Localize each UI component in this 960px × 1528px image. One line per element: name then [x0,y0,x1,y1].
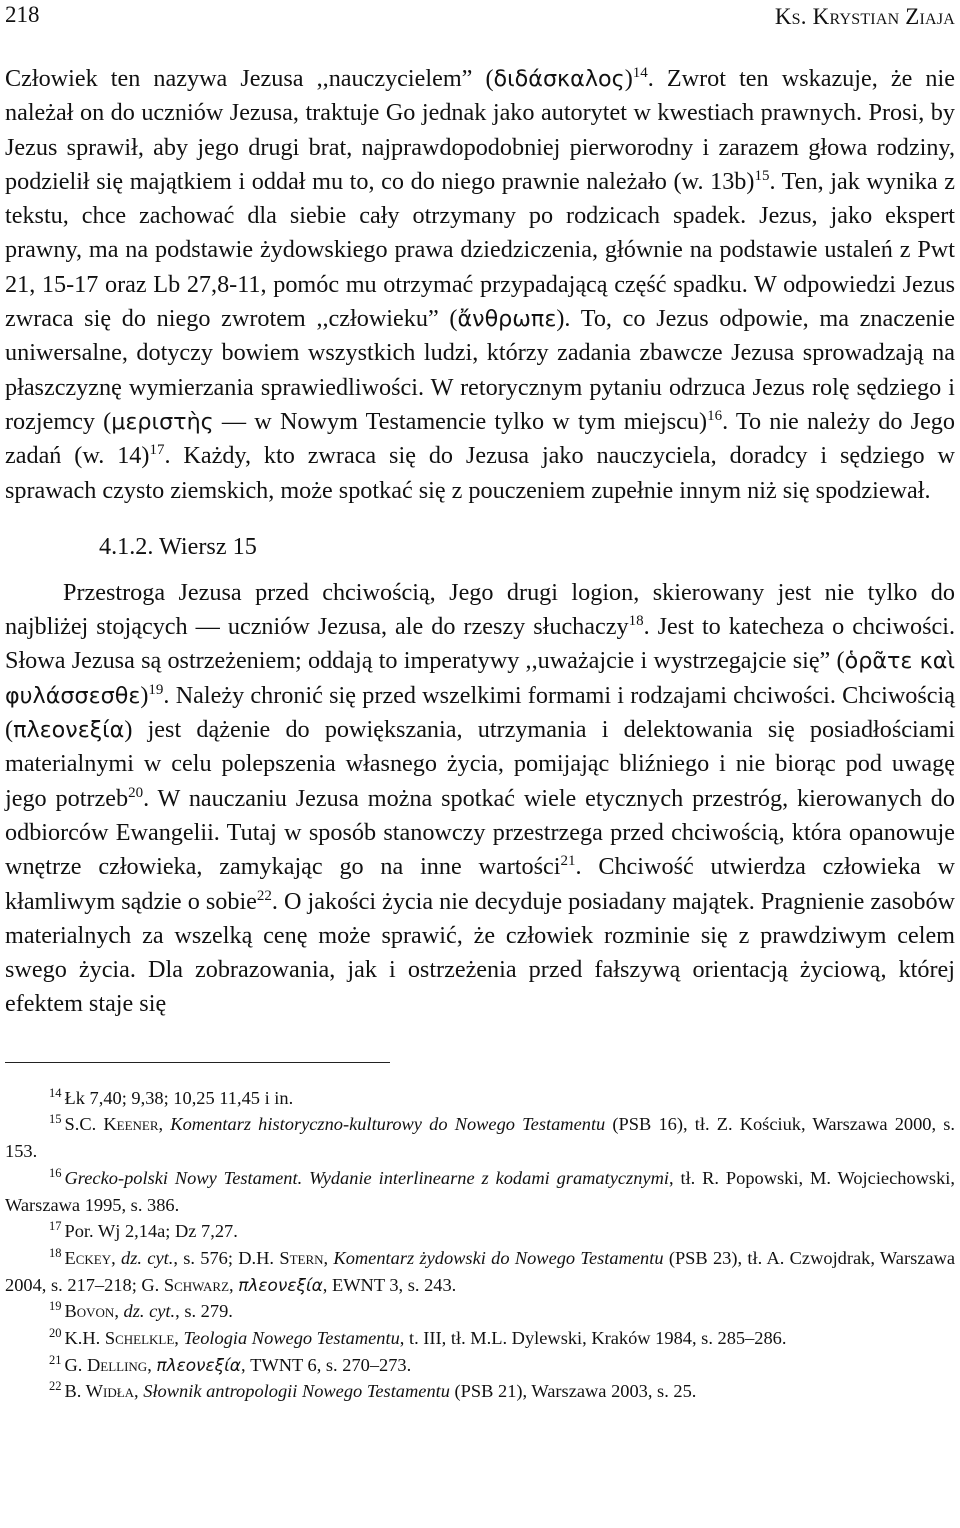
citation-author: Schwarz [163,1274,230,1295]
footnote-18 [5,1245,955,1298]
footnote-text: , [147,1354,157,1375]
footnote-number: 14 [49,1085,62,1100]
footnote-ref-20: 20 [128,784,144,801]
footnote-text: (PSB 21), Warszawa 2003, s. 25. [449,1381,697,1402]
footnote-text: , [111,1247,122,1268]
footnote-ref-14: 14 [632,65,648,81]
greek-term: πλεονεξία [13,717,125,744]
footnote-text: , [174,1328,184,1349]
text-run: . O jakości życia nie decyduje posiadany majątek. Pragnienie zasobów materialnych za wszelką cenę może sprawić, że człowiek rozminie się z prawdziwym celem swego życia. Dla zobrazowania, jak i ostrzeżenia przed fałszywą orientacją życiową, której efektem staje się [5,887,956,1018]
footnote-ref-19: 19 [148,681,164,698]
footnote-text: Por. Wj 2,14a; Dz 7,27. [64,1221,238,1242]
footnote-number: 15 [49,1112,62,1127]
citation-author: Bovon [64,1301,115,1322]
citation-abbrev: dz. cyt. [123,1301,176,1322]
text-run: ) [140,681,149,709]
footnote-text: (PSB 16), tł. Z. Kościuk, Warszawa 2000, s. 153. [5,1114,955,1162]
citation-author: K.H. Schelkle [64,1328,175,1349]
footnote-text: , [229,1274,239,1295]
footnote-ref-16: 16 [707,407,723,424]
text-run: . To nie należy do Jego zadań (w. 14) [5,407,955,470]
footnote-text: , [158,1114,171,1135]
footnote-number: 16 [49,1165,62,1180]
footnote-number: 17 [49,1219,62,1234]
footnote-text: Łk 7,40; 9,38; 10,25 11,45 i in. [64,1087,294,1108]
footnote-text: , t. III, tł. M.L. Dylewski, Kraków 1984, s. 285–286. [399,1328,787,1349]
text-run: . W nauczaniu Jezusa można spotkać wiele etycznych przestróg, kierowanych do odbiorców Ewangelii. Tutaj w sposób stanowczy przestrzega przed chciwością, która opanowuje wnętrze człowieka, zamykając go na inne wartości [5,784,955,881]
citation-abbrev: dz. cyt. [121,1247,174,1268]
footnote-17 [5,1218,955,1245]
citation-author: G. Delling [64,1354,148,1375]
footnote-21 [5,1352,955,1379]
paragraph-2 [5,576,955,1022]
citation-title: Grecko-polski Nowy Testament. Wydanie interlinearne z kodami gramatycznymi [64,1167,669,1188]
footnote-text: , [114,1301,124,1322]
footnote-20 [5,1325,955,1352]
text-run: . Ten, jak wynika z tekstu, chce zachować dla siebie cały otrzymany po rodzicach spadek. Jezus, jako ekspert prawny, ma na podstawie żydowskiego prawa dziedziczenia, głównie na podstawie ustaleń z Pwt 21, 15-17 oraz Lb 27,8-11, pomóc mu otrzymać przypadającą część spadku. W odpowiedzi Jezus zwraca się do niego zwrotem ,,człowieku” ( [5,167,955,333]
running-head-author: Ks. Krystian Ziaja [774,4,955,29]
greek-term: μεριστὴς [111,408,214,435]
greek-term: πλεονεξία [156,1354,241,1375]
citation-title: Teologia Nowego Testamentu [183,1328,400,1349]
footnote-text: , [323,1247,334,1268]
footnote-separator [5,1062,390,1063]
footnote-22 [5,1378,955,1405]
footnote-ref-17: 17 [149,442,165,459]
footnote-text: , s. 576; D.H. [173,1247,280,1268]
footnote-ref-22: 22 [256,887,272,904]
text-run: ) jest dążenie do powiększania, utrzymania i delektowania się posiadłościami materialnymi w celu polepszenia własnego życia, pomijając bliźniego i nie biorąc pod uwagę jego potrzeb [5,716,955,812]
footnote-text: , EWNT 3, s. 243. [322,1274,457,1295]
footnote-number: 20 [49,1326,62,1341]
footnote-15 [5,1111,955,1164]
section-heading: 4.1.2. Wiersz 15 [99,532,257,560]
text-run: . Jest to katecheza o chciwości. Słowa Jezusa są ostrzeżeniem; oddają to imperatywy ,,uważajcie i wystrzegajcie się” ( [5,613,955,675]
text-run: — w Nowym Testamencie tylko w tym miejscu) [213,407,708,435]
greek-term: ἄνθρωπε [457,306,557,333]
citation-author: S.C. Keener [64,1114,159,1135]
text-run: . Należy chronić się przed wszelkimi formami i rodzajami chciwości. Chciwością ( [5,681,955,744]
footnote-ref-18: 18 [628,613,644,630]
footnote-text: (PSB 23), tł. A. Czwojdrak, Warszawa 2004, s. 217–218; G. [5,1247,956,1295]
text-run: ). To, co Jezus odpowie, ma znaczenie uniwersalne, dotyczy bowiem wszystkich ludzi, którzy zadania zbawcze Jezusa sprowadzają na płaszczyznę wymierzania sprawiedliwości. W retorycznym pytaniu odrzuca Jezus rolę sędziego i rozjemcy ( [5,305,955,435]
greek-term: διδάσκαλος [493,66,625,92]
footnote-text: , tł. R. Popowski, M. Wojciechowski, Warszawa 1995, s. 386. [5,1167,955,1215]
text-run: . Chciwość utwierdza człowieka w kłamliwym sądzie o sobie [5,853,955,915]
footnotes [5,1085,955,1405]
footnote-number: 22 [49,1379,62,1394]
footnote-14 [5,1085,955,1112]
footnote-text: , TWNT 6, s. 270–273. [240,1354,412,1375]
footnote-ref-21: 21 [560,853,576,870]
running-head [5,0,955,40]
citation-title: Komentarz historyczno-kulturowy do Nowego Testamentu [170,1114,606,1135]
page-number: 218 [5,2,40,27]
text-run: . Zwrot ten wskazuje, że nie należał on do uczniów Jezusa, traktuje Go jednak jako autorytet w kwestiach prawnych. Prosi, by Jezus sprawił, aby jego drugi brat, najprawdopodobniej pierworodny i zarazem głowa rodziny, podzielił się majątkiem i oddał mu to, co do niego prawnie należało (w. 13b) [5,65,955,195]
footnote-number: 18 [49,1245,62,1260]
footnote-text: , s. 279. [175,1301,233,1322]
citation-author: Stern [279,1247,324,1268]
text-run: Przestroga Jezusa przed chciwością, Jego drugi logion, skierowany jest nie tylko do najbliżej stojących — uczniów Jezusa, ale do rzeszy słuchaczy [5,578,955,641]
text-run: ) [624,65,633,92]
paragraph-1 [5,62,955,508]
greek-term: πλεονεξία [238,1274,323,1295]
footnote-19 [5,1298,955,1325]
citation-title: Słownik antropologii Nowego Testamentu [143,1381,450,1402]
citation-author: Eckey [64,1247,112,1268]
main-text [5,62,955,1022]
citation-author: B. Widła [64,1381,135,1402]
citation-title: Komentarz żydowski do Nowego Testamentu [333,1247,664,1268]
footnote-16 [5,1165,955,1218]
footnote-number: 19 [49,1299,62,1314]
footnote-text: , [134,1381,144,1402]
text-run: . Każdy, kto zwraca się do Jezusa jako nauczyciela, doradcy i sędziego w sprawach czysto ziemskich, może spotkać się z pouczeniem zupełnie innym niż się spodziewał. [5,442,955,504]
book-page [5,0,955,1405]
text-run: Człowiek ten nazywa Jezusa ,,nauczycielem” ( [5,65,494,92]
greek-term: ὁρᾶτε καὶ φυλάσσεσθε [5,648,955,709]
footnote-ref-15: 15 [754,167,770,184]
footnote-number: 21 [49,1352,62,1367]
